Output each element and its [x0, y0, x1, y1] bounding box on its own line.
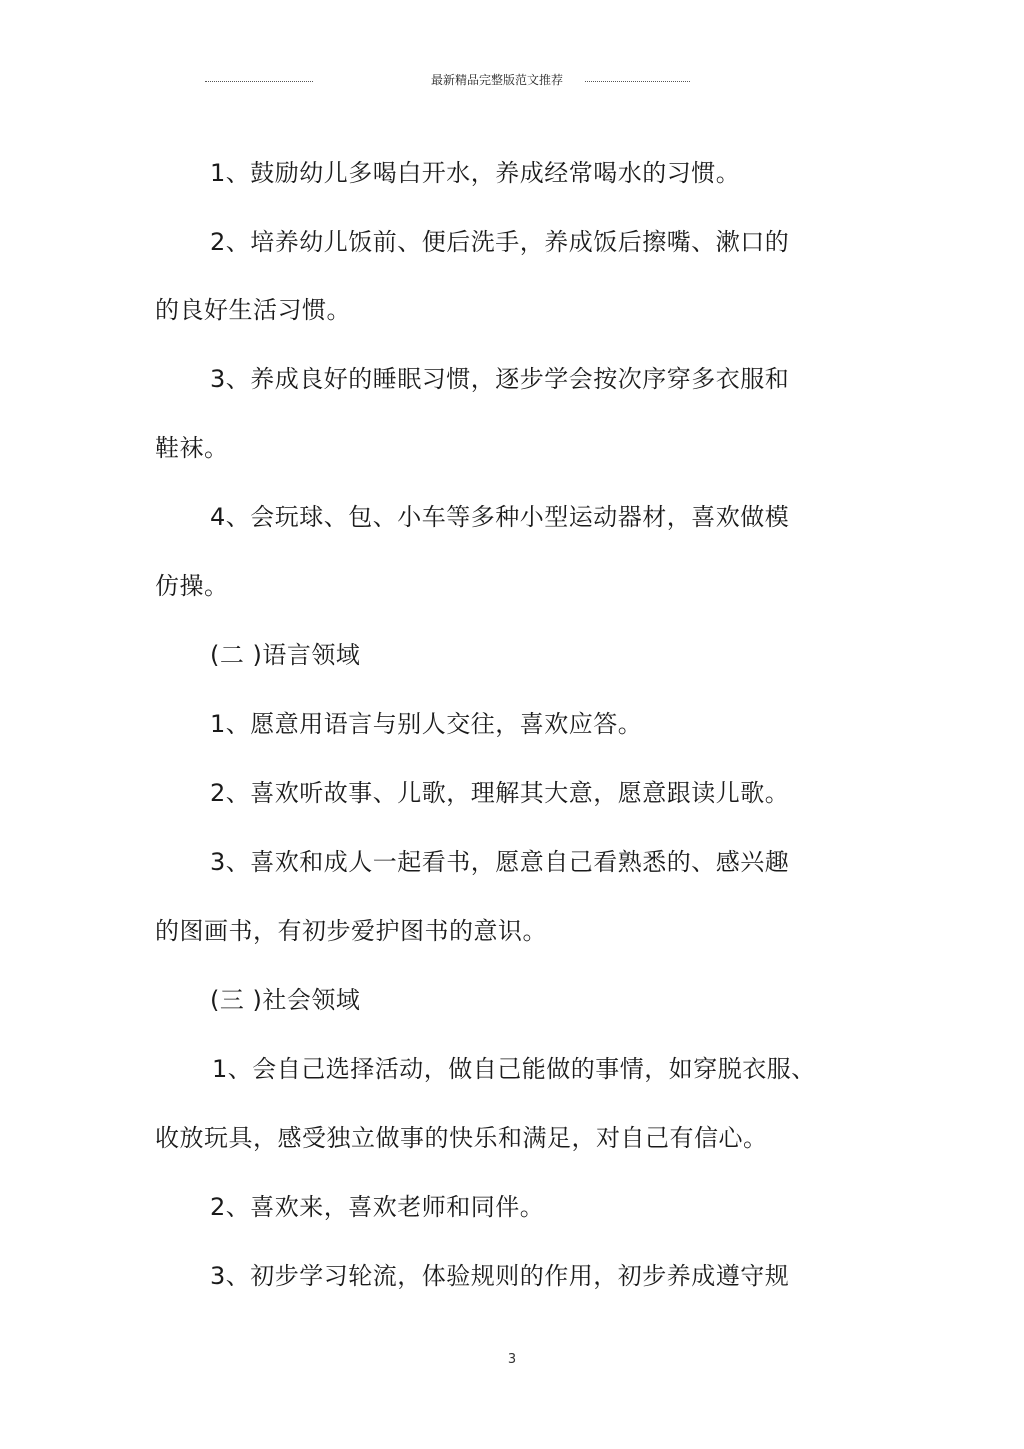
- paragraph-line: 1、会自己选择活动，做自己能做的事情，如穿脱衣服、: [212, 1055, 816, 1083]
- paragraph-line: 2、喜欢来，喜欢老师和同伴。: [210, 1193, 545, 1221]
- header-dotted-rule-left: [205, 81, 313, 82]
- paragraph-line: 2、喜欢听故事、儿歌，理解其大意，愿意跟读儿歌。: [210, 779, 790, 807]
- paragraph-line: 3、喜欢和成人一起看书，愿意自己看熟悉的、感兴趣: [210, 848, 790, 876]
- paragraph-line: 3、养成良好的睡眠习惯，逐步学会按次序穿多衣服和: [210, 365, 790, 393]
- paragraph-line: 4、会玩球、包、小车等多种小型运动器材，喜欢做模: [210, 503, 790, 531]
- paragraph-line: 的良好生活习惯。: [155, 296, 351, 324]
- page-number: 3: [507, 1352, 517, 1367]
- paragraph-line: 1、鼓励幼儿多喝白开水，养成经常喝水的习惯。: [210, 159, 741, 187]
- paragraph-line: 仿操。: [155, 572, 229, 600]
- paragraph-line: 1、愿意用语言与别人交往，喜欢应答。: [210, 710, 643, 738]
- page-header: [205, 72, 690, 88]
- paragraph-line: 的图画书，有初步爱护图书的意识。: [155, 917, 547, 945]
- section-heading: (三 )社会领域: [210, 986, 361, 1014]
- header-dotted-rule-right: [585, 81, 690, 82]
- header-title: 最新精品完整版范文推荐: [431, 73, 564, 87]
- section-heading: (二 )语言领域: [210, 641, 361, 669]
- paragraph-line: 收放玩具，感受独立做事的快乐和满足，对自己有信心。: [155, 1124, 768, 1152]
- paragraph-line: 2、培养幼儿饭前、便后洗手，养成饭后擦嘴、漱口的: [210, 228, 790, 256]
- paragraph-line: 鞋袜。: [155, 434, 229, 462]
- paragraph-line: 3、初步学习轮流，体验规则的作用，初步养成遵守规: [210, 1262, 790, 1290]
